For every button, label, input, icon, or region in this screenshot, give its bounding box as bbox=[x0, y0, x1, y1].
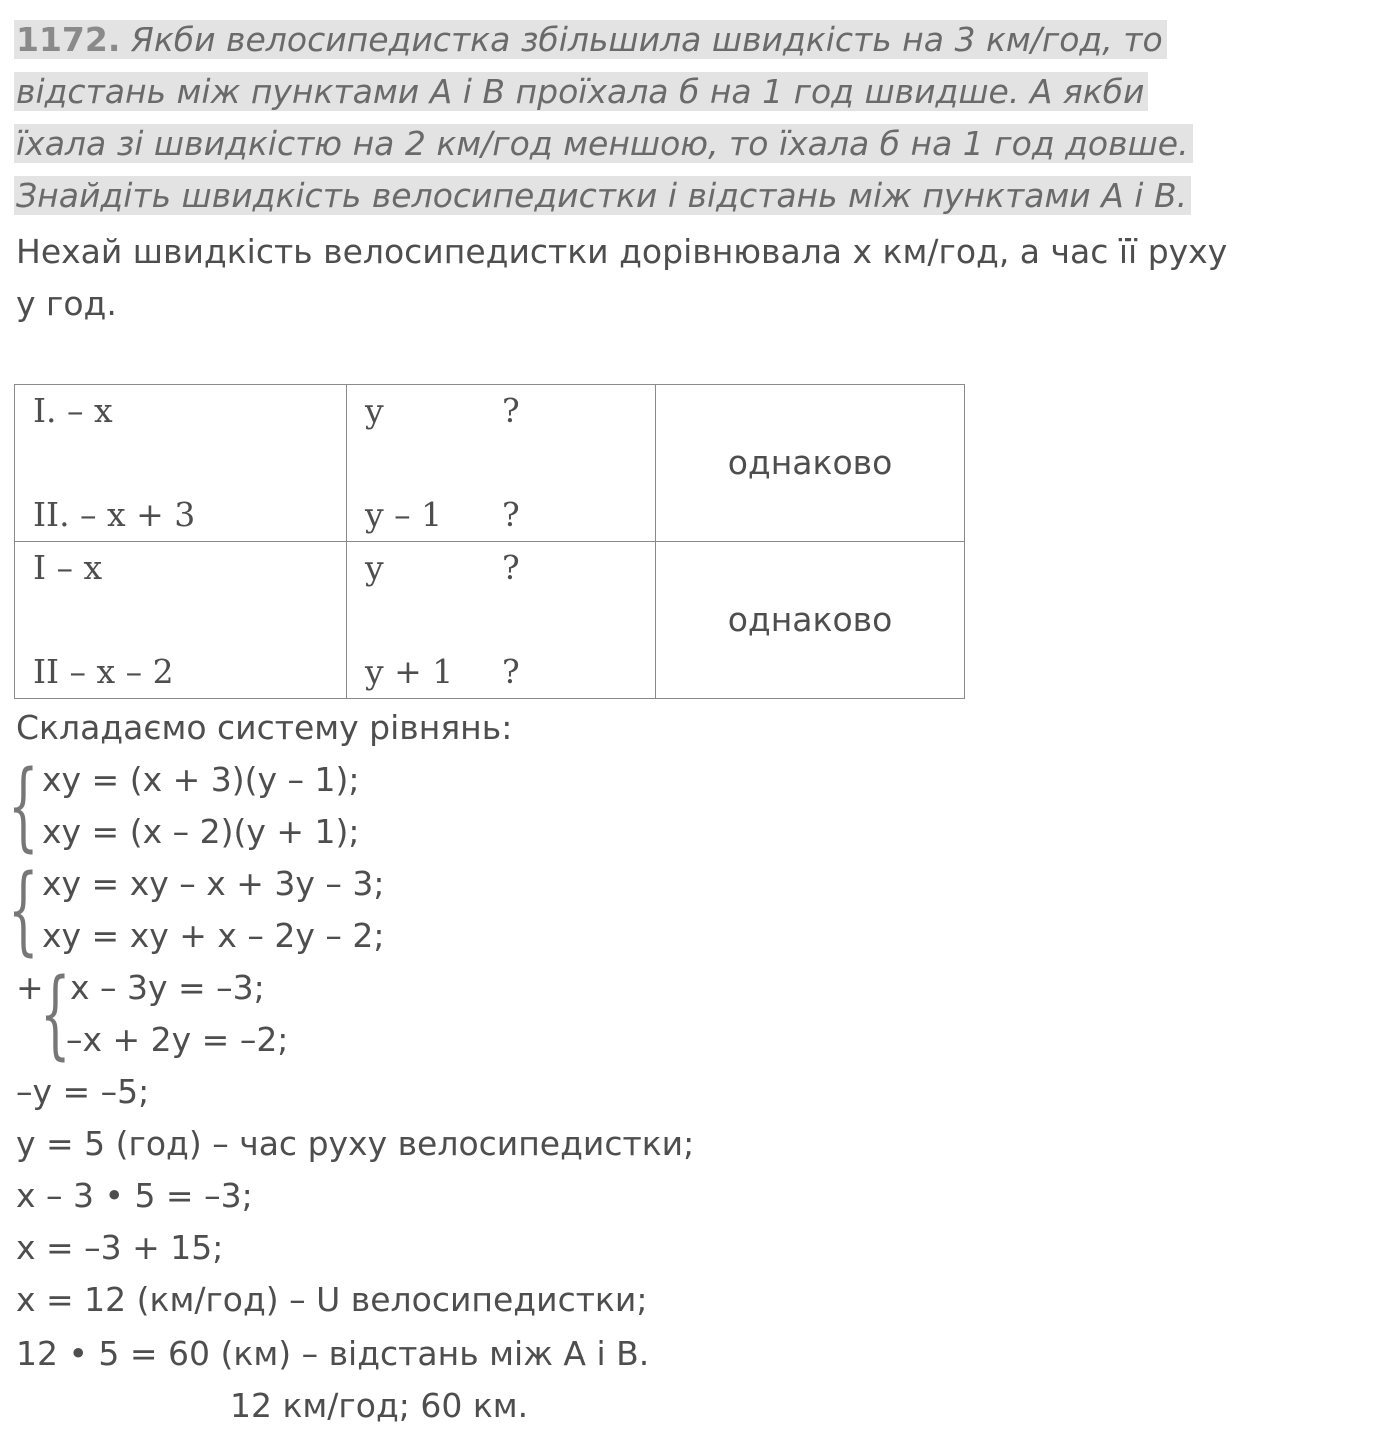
equation-line: xy = xy + x – 2y – 2; bbox=[42, 916, 385, 955]
equation-line: x – 3y = –3; bbox=[70, 968, 265, 1007]
table-row bbox=[15, 542, 965, 699]
question-mark: ? bbox=[502, 495, 520, 534]
speed-label: I – x bbox=[33, 548, 103, 587]
solution-step: x = –3 + 15; bbox=[16, 1228, 224, 1267]
time-label: y bbox=[365, 548, 384, 587]
solution-step: 12 • 5 = 60 (км) – відстань між А і В. bbox=[16, 1334, 650, 1373]
data-table bbox=[14, 384, 965, 699]
speed-label: I. – x bbox=[33, 391, 113, 430]
solution-heading: Складаємо систему рівнянь: bbox=[16, 708, 513, 747]
solution-step: y = 5 (год) – час руху велосипедистки; bbox=[16, 1124, 695, 1163]
speed-label: II – x – 2 bbox=[33, 652, 174, 691]
answer: 12 км/год; 60 км. bbox=[230, 1386, 529, 1425]
system-brace: { bbox=[40, 958, 71, 1070]
solution-step: x = 12 (км/год) – U велосипедистки; bbox=[16, 1280, 648, 1319]
question-mark: ? bbox=[502, 391, 520, 430]
problem-line-4: Знайдіть швидкість велосипедистки і відстань між пунктами А і В. bbox=[14, 170, 1374, 222]
intro-line-1: Нехай швидкість велосипедистки дорівнювала x км/год, а час її руху bbox=[16, 232, 1228, 271]
problem-statement bbox=[14, 14, 1374, 222]
equation-line: –x + 2y = –2; bbox=[66, 1020, 289, 1059]
table-row bbox=[15, 385, 965, 542]
problem-number: 1172. bbox=[16, 20, 121, 59]
system-brace: { bbox=[8, 750, 39, 862]
system-brace: { bbox=[8, 854, 39, 966]
question-mark: ? bbox=[502, 652, 520, 691]
table-cell bbox=[347, 542, 656, 699]
distance-label: однаково bbox=[727, 600, 893, 639]
table-cell bbox=[656, 385, 965, 542]
plus-sign: + bbox=[16, 968, 44, 1007]
equation-line: xy = xy – x + 3y – 3; bbox=[42, 864, 385, 903]
problem-line-2: відстань між пунктами А і В проїхала б на 1 год швидше. А якби bbox=[14, 66, 1374, 118]
speed-label: II. – x + 3 bbox=[33, 495, 196, 534]
question-mark: ? bbox=[502, 548, 520, 587]
solution-step: x – 3 • 5 = –3; bbox=[16, 1176, 253, 1215]
time-label: y bbox=[365, 391, 384, 430]
table-cell bbox=[15, 385, 347, 542]
solution-step: –y = –5; bbox=[16, 1072, 150, 1111]
equation-line: xy = (x + 3)(y – 1); bbox=[42, 760, 360, 799]
equation-line: xy = (x – 2)(y + 1); bbox=[42, 812, 360, 851]
table-cell bbox=[347, 385, 656, 542]
problem-line-3: їхала зі швидкістю на 2 км/год меншою, то їхала б на 1 год довше. bbox=[14, 118, 1374, 170]
time-label: y – 1 bbox=[365, 495, 443, 534]
time-label: y + 1 bbox=[365, 652, 454, 691]
table-cell bbox=[15, 542, 347, 699]
problem-line-1: 1172. Якби велосипедистка збільшила швидкість на 3 км/год, то bbox=[14, 14, 1374, 66]
intro-line-2: y год. bbox=[16, 284, 117, 323]
table-cell bbox=[656, 542, 965, 699]
distance-label: однаково bbox=[727, 443, 893, 482]
